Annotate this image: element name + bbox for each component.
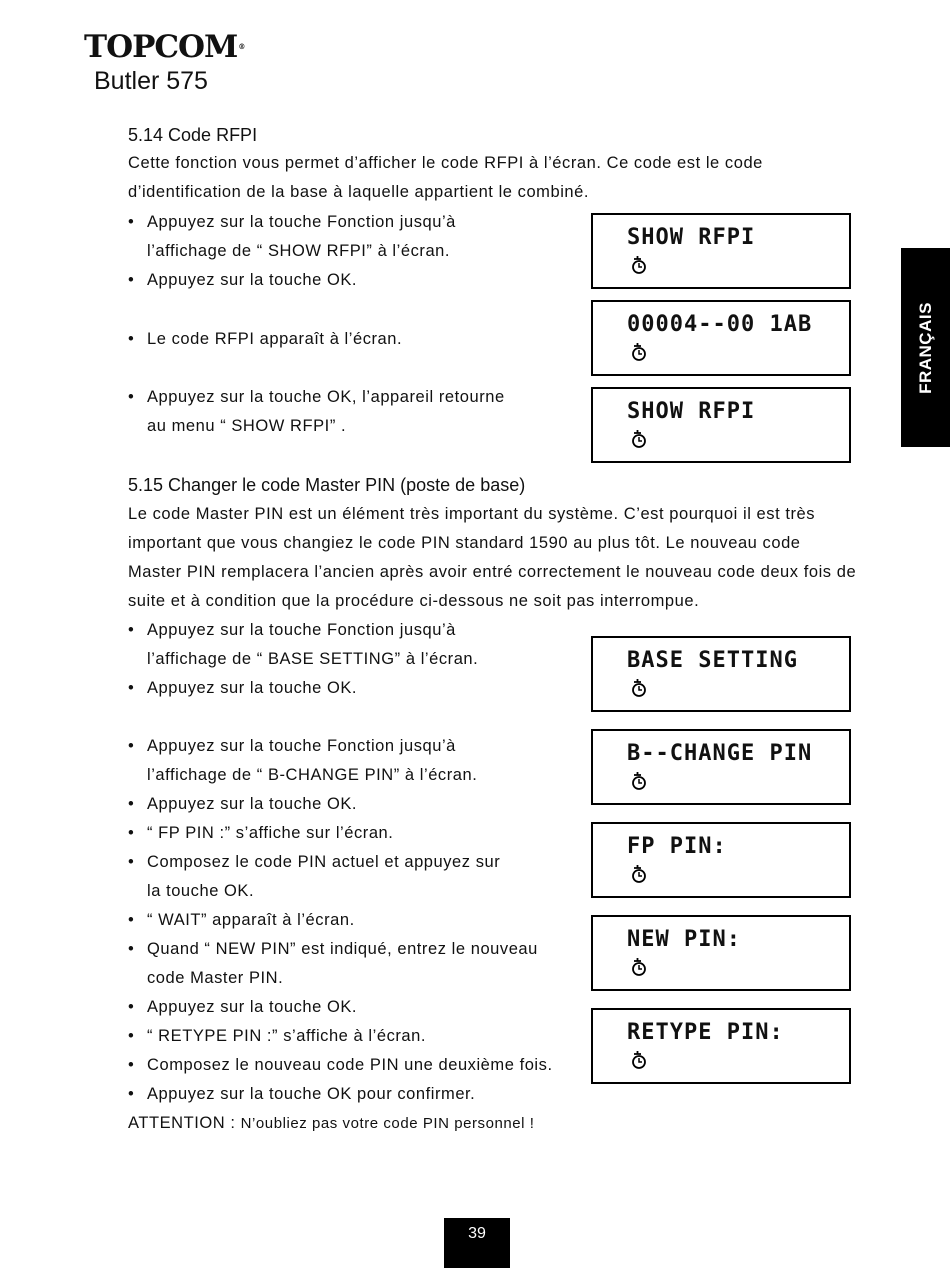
list-item: • Appuyez sur la touche Fonction jusqu’à l’affichage de “ SHOW RFPI” à l’écran.	[128, 213, 456, 260]
section-514-title: 5.14 Code RFPI	[128, 125, 258, 145]
lcd-screen	[591, 822, 851, 898]
list-item: • Le code RFPI apparaît à l’écran.	[128, 330, 403, 348]
attention-text: N’oubliez pas votre code PIN personnel !	[240, 1115, 535, 1132]
language-tab: FRANÇAIS	[901, 248, 950, 447]
handset-icon	[631, 771, 647, 791]
section-514-intro: Cette fonction vous permet d’afficher le code RFPI à l’écran. Ce code est le code d’identification de la base à laquelle appartient le combiné.	[128, 154, 763, 201]
attention-note	[128, 1109, 534, 1138]
lcd-screen	[591, 636, 851, 712]
list-item: • Composez le nouveau code PIN une deuxième fois.	[128, 1056, 553, 1074]
list-item: • Composez le code PIN actuel et appuyez sur la touche OK.	[128, 853, 501, 900]
brand-logo: TOPCOM®	[84, 29, 245, 65]
handset-icon	[631, 957, 647, 977]
handset-icon	[631, 678, 647, 698]
lcd-screen	[591, 1008, 851, 1084]
lcd-text: 00004--00 1AB	[627, 312, 813, 337]
list-item: • Appuyez sur la touche OK, l’appareil retourne au menu “ SHOW RFPI” .	[128, 388, 505, 435]
lcd-text: SHOW RFPI	[627, 399, 756, 424]
product-name: Butler 575	[94, 67, 208, 95]
list-item: • Appuyez sur la touche OK.	[128, 795, 358, 813]
list-item: • Appuyez sur la touche Fonction jusqu’à l’affichage de “ BASE SETTING” à l’écran.	[128, 621, 479, 668]
list-item: • Appuyez sur la touche Fonction jusqu’à l’affichage de “ B-CHANGE PIN” à l’écran.	[128, 737, 478, 784]
list-item: • Appuyez sur la touche OK.	[128, 271, 358, 289]
page-number: 39	[444, 1218, 510, 1268]
lcd-screen	[591, 387, 851, 463]
lcd-text: B--CHANGE PIN	[627, 741, 813, 766]
list-item: • Appuyez sur la touche OK.	[128, 998, 358, 1016]
handset-icon	[631, 429, 647, 449]
handset-icon	[631, 1050, 647, 1070]
lcd-screen	[591, 729, 851, 805]
attention-label: ATTENTION :	[128, 1114, 236, 1132]
list-item: • Appuyez sur la touche OK.	[128, 679, 358, 697]
list-item: • Appuyez sur la touche OK pour confirmer.	[128, 1085, 476, 1103]
lcd-text: RETYPE PIN:	[627, 1020, 784, 1045]
handset-icon	[631, 342, 647, 362]
list-item: • “ FP PIN :” s’affiche sur l’écran.	[128, 824, 394, 842]
lcd-text: BASE SETTING	[627, 648, 798, 673]
section-515-intro: Le code Master PIN est un élément très important du système. C’est pourquoi il est très important que vous changiez le code PIN standard 1590 au plus tôt. Le nouveau code Master PIN remplacera l’ancien après avoir entré correctement le nouveau code deux fois de suite et à condition que la procédure ci-dessous ne soit pas interrompue.	[128, 505, 857, 610]
list-item: • “ RETYPE PIN :” s’affiche à l’écran.	[128, 1027, 426, 1045]
handset-icon	[631, 864, 647, 884]
lcd-text: SHOW RFPI	[627, 225, 756, 250]
handset-icon	[631, 255, 647, 275]
lcd-text: FP PIN:	[627, 834, 727, 859]
list-item: • “ WAIT” apparaît à l’écran.	[128, 911, 355, 929]
lcd-text: NEW PIN:	[627, 927, 741, 952]
lcd-screen	[591, 300, 851, 376]
section-515-title: 5.15 Changer le code Master PIN (poste de base)	[128, 475, 526, 495]
list-item: • Quand “ NEW PIN” est indiqué, entrez le nouveau code Master PIN.	[128, 940, 538, 987]
lcd-screen	[591, 213, 851, 289]
lcd-screen	[591, 915, 851, 991]
